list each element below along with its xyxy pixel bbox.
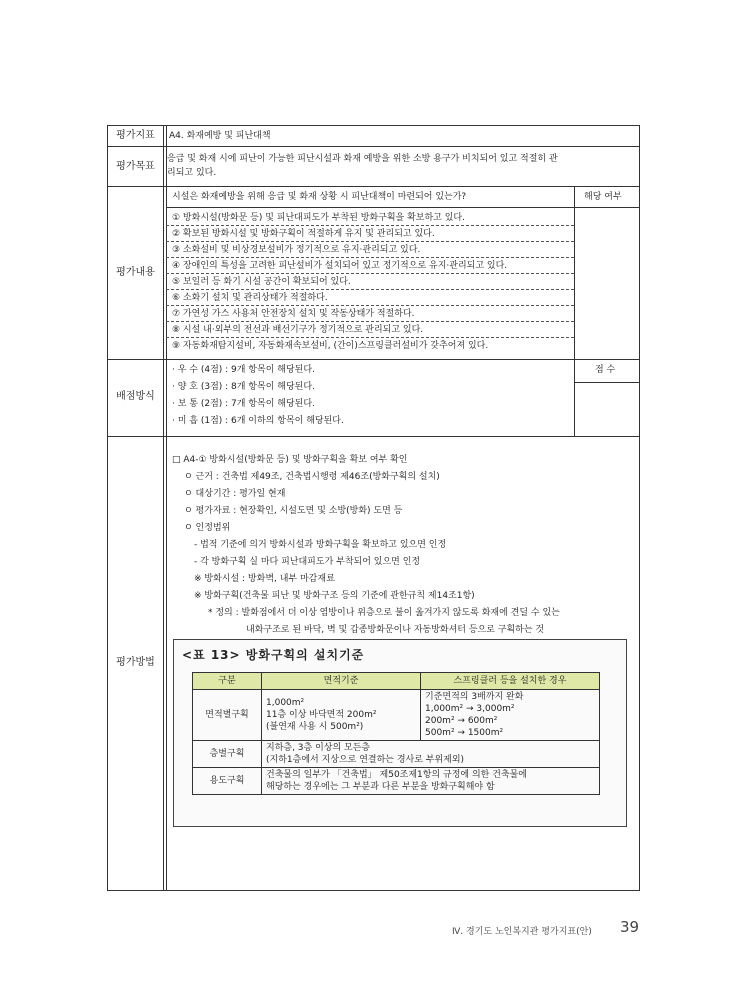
table13	[192, 672, 600, 795]
scoring-criteria	[172, 362, 344, 430]
table-header: 면적기준	[262, 673, 421, 690]
checklist-item: ④ 장애인의 특성을 고려한 피난설비가 설치되어 있고 정기적으로 유지·관리되고 있다.	[166, 258, 574, 274]
checklist-item: ③ 소화설비 및 비상경보설비가 정기적으로 유지·관리되고 있다.	[166, 242, 574, 258]
method-line: - 법적 기준에 의거 방화시설과 방화구획을 확보하고 있으면 인정	[194, 540, 447, 550]
cell-line: (지하1층에서 지상으로 연결하는 경사로 부위제외)	[266, 755, 465, 765]
checklist-item: ⑨ 자동화재탐지설비, 자동화재속보설비, (간이)스프링클러설비가 갖추어져 있다.	[172, 341, 489, 351]
table13-figure	[173, 639, 627, 827]
table-row	[193, 768, 600, 795]
method-line: ㅇ 근거 : 건축법 제49조, 건축법시행령 제46조(방화구획의 설치)	[184, 472, 440, 482]
scoring-label: 배점방식	[116, 391, 155, 402]
checklist-item: ⑥ 소화기 설치 및 관리상태가 적절하다.	[166, 290, 574, 306]
table-header-row	[193, 673, 600, 690]
method-line: - 각 방화구획 실 마다 피난대피도가 부착되어 있으면 인정	[194, 557, 421, 567]
indicator-value: A4. 화재예방 및 피난대책	[169, 131, 271, 141]
cell-line: 500m² → 1500m²	[425, 728, 504, 738]
score-header: 점 수	[595, 365, 616, 375]
method-line: ※ 방화구획(건축물 피난 및 방화구조 등의 기준에 관한규칙 제14조1항)	[194, 591, 475, 601]
row-label: 층별구획	[193, 741, 262, 768]
goal-line-2: 리되고 있다.	[167, 168, 217, 178]
scoring-item: · 보 통 (2점) : 7개 항목이 해당된다.	[172, 399, 315, 409]
table13-title: <표 13> 방화구획의 설치기준	[182, 648, 365, 662]
checklist-item: ⑦ 가연성 가스 사용처 안전장치 설치 및 작동상태가 적절하다.	[166, 306, 574, 322]
cell-line: 1,000m² → 3,000m²	[425, 704, 515, 714]
cell-line: 11층 이상 바닥면적 200m²	[266, 710, 377, 720]
method-line: ㅇ 인정범위	[184, 523, 231, 533]
applicable-header: 해당 여부	[584, 192, 622, 202]
checklist-item: ⑤ 보일러 등 화기 시설 공간이 확보되어 있다.	[166, 274, 574, 290]
scoring-item: · 미 흡 (1점) : 6개 이하의 항목이 해당된다.	[172, 416, 344, 426]
cell-line: 건축물의 일부가 「건축법」 제50조제1항의 규정에 의한 건축물에	[266, 770, 528, 780]
method-line: ※ 방화시설 : 방화벽, 내부 마감재료	[194, 574, 335, 584]
scoring-item: · 우 수 (4점) : 9개 항목이 해당된다.	[172, 365, 315, 375]
span-cell	[262, 768, 600, 795]
method-line: ㅇ 평가자료 : 현장확인, 시설도면 및 소방(방화) 도면 등	[184, 506, 403, 516]
score-column-divider	[574, 359, 575, 436]
table-header: 스프링클러 등을 설치한 경우	[421, 673, 600, 690]
cell-line: (불연재 사용 시 500m²)	[266, 722, 364, 732]
row-label: 면적별구획	[193, 690, 262, 741]
sprinkler-cell	[421, 690, 600, 741]
table-row	[193, 690, 600, 741]
content-question: 시설은 화재예방을 위해 응급 및 화재 상황 시 피난대책이 마련되어 있는가?	[172, 192, 467, 202]
checklist-item: ① 방화시설(방화문 등) 및 피난대피도가 부착된 방화구획을 확보하고 있다.	[166, 210, 574, 226]
row-divider	[108, 146, 639, 147]
row-label: 용도구획	[193, 768, 262, 795]
cell-line: 해당하는 경우에는 그 부분과 다른 부분을 방화구획해야 함	[266, 782, 495, 792]
label-divider	[163, 126, 164, 890]
cell-line: 기준면적의 3배까지 완화	[425, 692, 524, 702]
row-divider	[108, 436, 639, 437]
checklist-item: ⑧ 시설 내·외부의 전선과 배선기구가 정기적으로 관리되고 있다.	[166, 322, 574, 338]
method-line: 내화구조로 된 바닥, 벽 및 갑종방화문이나 자동방화셔터 등으로 구획하는 것	[246, 625, 545, 635]
method-label: 평가방법	[116, 657, 155, 668]
goal-label: 평가목표	[116, 161, 155, 172]
area-cell	[262, 690, 421, 741]
cell-line: 200m² → 600m²	[425, 716, 498, 726]
goal-line-1: 응급 및 화재 시에 피난이 가능한 피난시설과 화재 예방을 위한 소방 용구가 비치되어 있고 적절히 관	[167, 154, 558, 164]
row-divider	[108, 359, 639, 360]
footer-title: Ⅳ. 경기도 노인복지관 평가지표(안)	[452, 927, 592, 937]
method-line: * 정의 : 발화점에서 더 이상 염방이나 위층으로 불이 옮겨가지 않도록 화재에 견딜 수 있는	[208, 608, 560, 618]
scoring-item: · 양 호 (3점) : 8개 항목이 해당된다.	[172, 382, 315, 392]
score-header-divider	[574, 382, 639, 383]
content-label: 평가내용	[116, 267, 155, 278]
table-header: 구분	[193, 673, 262, 690]
method-heading: □ A4-① 방화시설(방화문 등) 및 방화구획을 확보 여부 확인	[172, 455, 408, 465]
span-cell	[262, 741, 600, 768]
cell-line: 지하층, 3층 이상의 모든층	[266, 743, 371, 753]
table-row	[193, 741, 600, 768]
cell-line: 1,000m²	[266, 698, 305, 708]
checklist-item: ② 확보된 방화시설 및 방화구획이 적절하게 유지 및 관리되고 있다.	[166, 226, 574, 242]
indicator-label: 평가지표	[116, 130, 155, 141]
page-number: 39	[620, 918, 640, 936]
method-line: ㅇ 대상기간 : 평가일 현재	[184, 489, 286, 499]
